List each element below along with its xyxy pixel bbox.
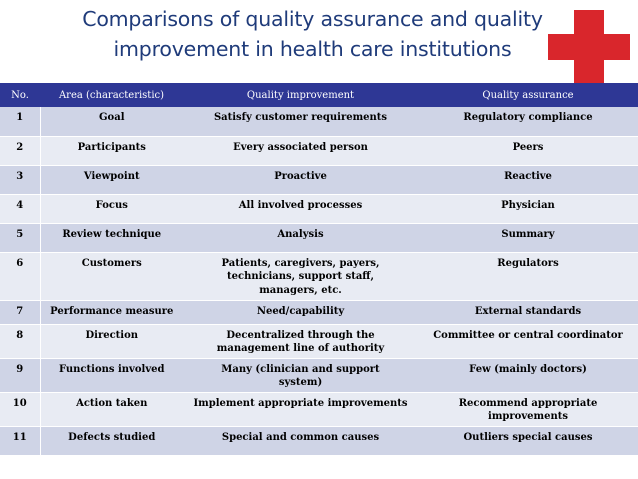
cell-quality-assurance: Physician	[418, 194, 638, 223]
cell-number: 1	[0, 107, 40, 136]
cell-number: 4	[0, 194, 40, 223]
comparison-table	[0, 83, 638, 456]
header-quality-assurance: Quality assurance	[418, 83, 638, 107]
cell-area: Participants	[40, 136, 183, 165]
cell-number: 6	[0, 252, 40, 300]
cell-number: 5	[0, 223, 40, 252]
cell-quality-improvement: Decentralized through the management line of authority	[183, 324, 418, 358]
cell-area: Defects studied	[40, 426, 183, 455]
cell-quality-improvement: Patients, caregivers, payers, technicians, support staff, managers, etc.	[183, 252, 418, 300]
cell-area: Goal	[40, 107, 183, 136]
red-cross-icon	[548, 10, 630, 84]
cell-number: 9	[0, 358, 40, 392]
cell-quality-improvement: Analysis	[183, 223, 418, 252]
cell-area: Review technique	[40, 223, 183, 252]
cell-quality-improvement: Satisfy customer requirements	[183, 107, 418, 136]
cell-quality-improvement: Special and common causes	[183, 426, 418, 455]
cell-quality-assurance: Recommend appropriate improvements	[418, 392, 638, 426]
cell-quality-improvement: Many (clinician and support system)	[183, 358, 418, 392]
cell-quality-improvement: All involved processes	[183, 194, 418, 223]
cell-quality-assurance: Summary	[418, 223, 638, 252]
table-row	[0, 194, 638, 223]
header-quality-improvement: Quality improvement	[183, 83, 418, 107]
cell-number: 7	[0, 300, 40, 324]
cell-quality-assurance: Outliers special causes	[418, 426, 638, 455]
table-row	[0, 223, 638, 252]
table-row	[0, 300, 638, 324]
header-number: No.	[0, 83, 40, 107]
cell-number: 11	[0, 426, 40, 455]
table-row	[0, 358, 638, 392]
cross-horizontal-bar	[548, 34, 630, 60]
cell-number: 8	[0, 324, 40, 358]
cell-quality-improvement: Proactive	[183, 165, 418, 194]
cell-area: Viewpoint	[40, 165, 183, 194]
cell-number: 10	[0, 392, 40, 426]
table-row	[0, 136, 638, 165]
cell-area: Direction	[40, 324, 183, 358]
cell-quality-improvement: Implement appropriate improvements	[183, 392, 418, 426]
table-row	[0, 392, 638, 426]
cell-quality-assurance: Committee or central coordinator	[418, 324, 638, 358]
table-row	[0, 426, 638, 455]
cell-quality-assurance: Reactive	[418, 165, 638, 194]
table-row	[0, 107, 638, 136]
cell-area: Focus	[40, 194, 183, 223]
cell-quality-assurance: External standards	[418, 300, 638, 324]
table-row	[0, 165, 638, 194]
cell-number: 2	[0, 136, 40, 165]
cell-area: Performance measure	[40, 300, 183, 324]
cell-quality-assurance: Regulators	[418, 252, 638, 300]
cell-number: 3	[0, 165, 40, 194]
cell-quality-assurance: Few (mainly doctors)	[418, 358, 638, 392]
cell-quality-improvement: Every associated person	[183, 136, 418, 165]
table-row	[0, 324, 638, 358]
page-title: Comparisons of quality assurance and quality improvement in health care institutions	[82, 7, 543, 61]
cell-area: Customers	[40, 252, 183, 300]
table-header-row	[0, 83, 638, 107]
header-area: Area (characteristic)	[40, 83, 183, 107]
cell-quality-improvement: Need/capability	[183, 300, 418, 324]
table-row	[0, 252, 638, 300]
cell-area: Functions involved	[40, 358, 183, 392]
cell-quality-assurance: Regulatory compliance	[418, 107, 638, 136]
cell-quality-assurance: Peers	[418, 136, 638, 165]
cell-area: Action taken	[40, 392, 183, 426]
